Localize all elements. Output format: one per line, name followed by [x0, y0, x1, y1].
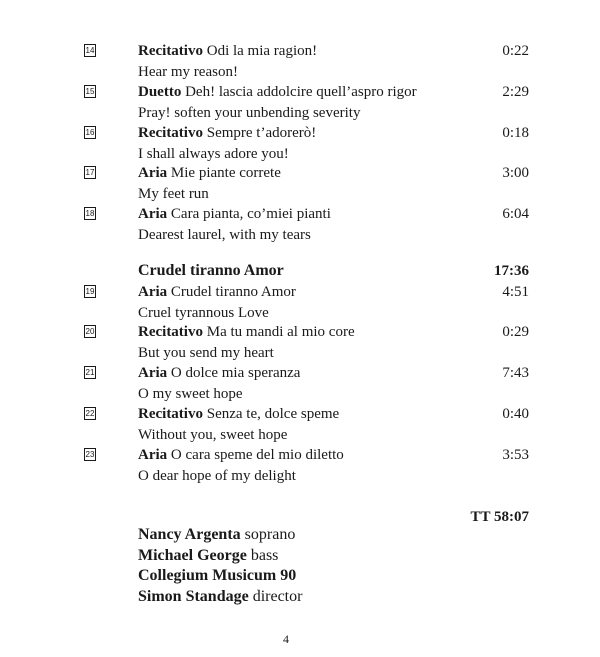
track-number-box: 18	[85, 209, 95, 218]
track-title: Odi la mia ragion!	[206, 43, 318, 59]
track-type: Aria	[138, 206, 168, 222]
track-title: Sempre t’adorerò!	[206, 125, 317, 141]
track-translation: Hear my reason!	[138, 64, 238, 80]
track-type: Recitativo	[138, 125, 203, 141]
track-duration: 2:29	[502, 84, 529, 100]
track-duration: 3:00	[502, 165, 529, 181]
track-translation: O dear hope of my delight	[138, 468, 296, 484]
performer-role: soprano	[244, 526, 296, 543]
section-header	[0, 260, 600, 284]
track-translation: I shall always adore you!	[138, 146, 289, 162]
track-number-box: 20	[85, 327, 95, 336]
track-duration: 0:40	[502, 406, 529, 422]
track-title-line	[138, 204, 331, 224]
track-type: Aria	[138, 447, 168, 463]
track-title: Cara pianta, co’miei pianti	[170, 206, 331, 222]
track-title: Ma tu mandi al mio core	[206, 324, 355, 340]
track-number-box: 23	[85, 450, 95, 459]
track-title-line	[138, 123, 316, 143]
track-title-line	[138, 41, 317, 61]
track-number-box: 14	[85, 46, 95, 55]
track-duration: 3:53	[502, 447, 529, 463]
track-number-box: 22	[85, 409, 95, 418]
track-row	[0, 407, 600, 448]
track-duration: 0:18	[502, 125, 529, 141]
track-duration: 0:22	[502, 43, 529, 59]
track-title-line	[138, 404, 339, 424]
total-time: TT 58:07	[470, 509, 529, 525]
credits	[138, 525, 302, 607]
track-translation: Cruel tyrannous Love	[138, 305, 269, 321]
track-duration: 6:04	[502, 206, 529, 222]
track-title: O cara speme del mio diletto	[170, 447, 344, 463]
performer-role: director	[252, 587, 303, 605]
track-title: O dolce mia speranza	[170, 365, 301, 381]
track-type: Recitativo	[138, 324, 203, 340]
credit-line	[138, 546, 302, 567]
performer-name: Collegium Musicum 90	[138, 567, 297, 584]
credit-line	[138, 587, 302, 608]
track-type: Aria	[138, 365, 168, 381]
track-number-box: 15	[85, 87, 95, 96]
track-number-box: 21	[85, 368, 95, 377]
track-row	[0, 166, 600, 207]
credit-line	[138, 525, 302, 546]
track-title-line	[138, 363, 300, 383]
track-title-line	[138, 163, 281, 183]
track-row	[0, 126, 600, 167]
track-row	[0, 448, 600, 489]
track-translation: Pray! soften your unbending severity	[138, 105, 361, 121]
track-title: Senza te, dolce speme	[206, 406, 340, 422]
track-title-line	[138, 82, 417, 102]
track-title-line	[138, 282, 296, 302]
track-duration: 7:43	[502, 365, 529, 381]
track-translation: But you send my heart	[138, 345, 274, 361]
track-row	[0, 207, 600, 248]
track-title-line	[138, 322, 355, 342]
credit-line	[138, 566, 302, 587]
track-translation: Without you, sweet hope	[138, 427, 288, 443]
track-row	[0, 85, 600, 126]
track-type: Duetto	[138, 84, 182, 100]
track-translation: My feet run	[138, 186, 209, 202]
track-row	[0, 366, 600, 407]
track-title: Mie piante correte	[170, 165, 281, 181]
track-type: Aria	[138, 165, 168, 181]
track-number-box: 17	[85, 168, 95, 177]
track-duration: 0:29	[502, 324, 529, 340]
track-row	[0, 325, 600, 366]
track-type: Recitativo	[138, 43, 203, 59]
performer-name: Nancy Argenta	[138, 526, 241, 543]
track-title: Crudel tiranno Amor	[170, 284, 296, 300]
track-type: Aria	[138, 284, 168, 300]
track-number-box: 16	[85, 128, 95, 137]
track-translation: Dearest laurel, with my tears	[138, 227, 311, 243]
track-translation: O my sweet hope	[138, 386, 243, 402]
track-type: Recitativo	[138, 406, 203, 422]
section-title: Crudel tiranno Amor	[138, 262, 284, 279]
track-title: Deh! lascia addolcire quell’aspro rigor	[185, 84, 417, 100]
track-row	[0, 44, 600, 85]
track-row	[0, 285, 600, 326]
track-title-line	[138, 445, 344, 465]
performer-role: bass	[250, 546, 279, 564]
page-number: 4	[283, 632, 289, 646]
track-number-box: 19	[85, 287, 95, 296]
performer-name: Michael George	[138, 546, 247, 564]
performer-name: Simon Standage	[138, 587, 249, 605]
section-duration: 17:36	[494, 263, 529, 279]
track-duration: 4:51	[502, 284, 529, 300]
